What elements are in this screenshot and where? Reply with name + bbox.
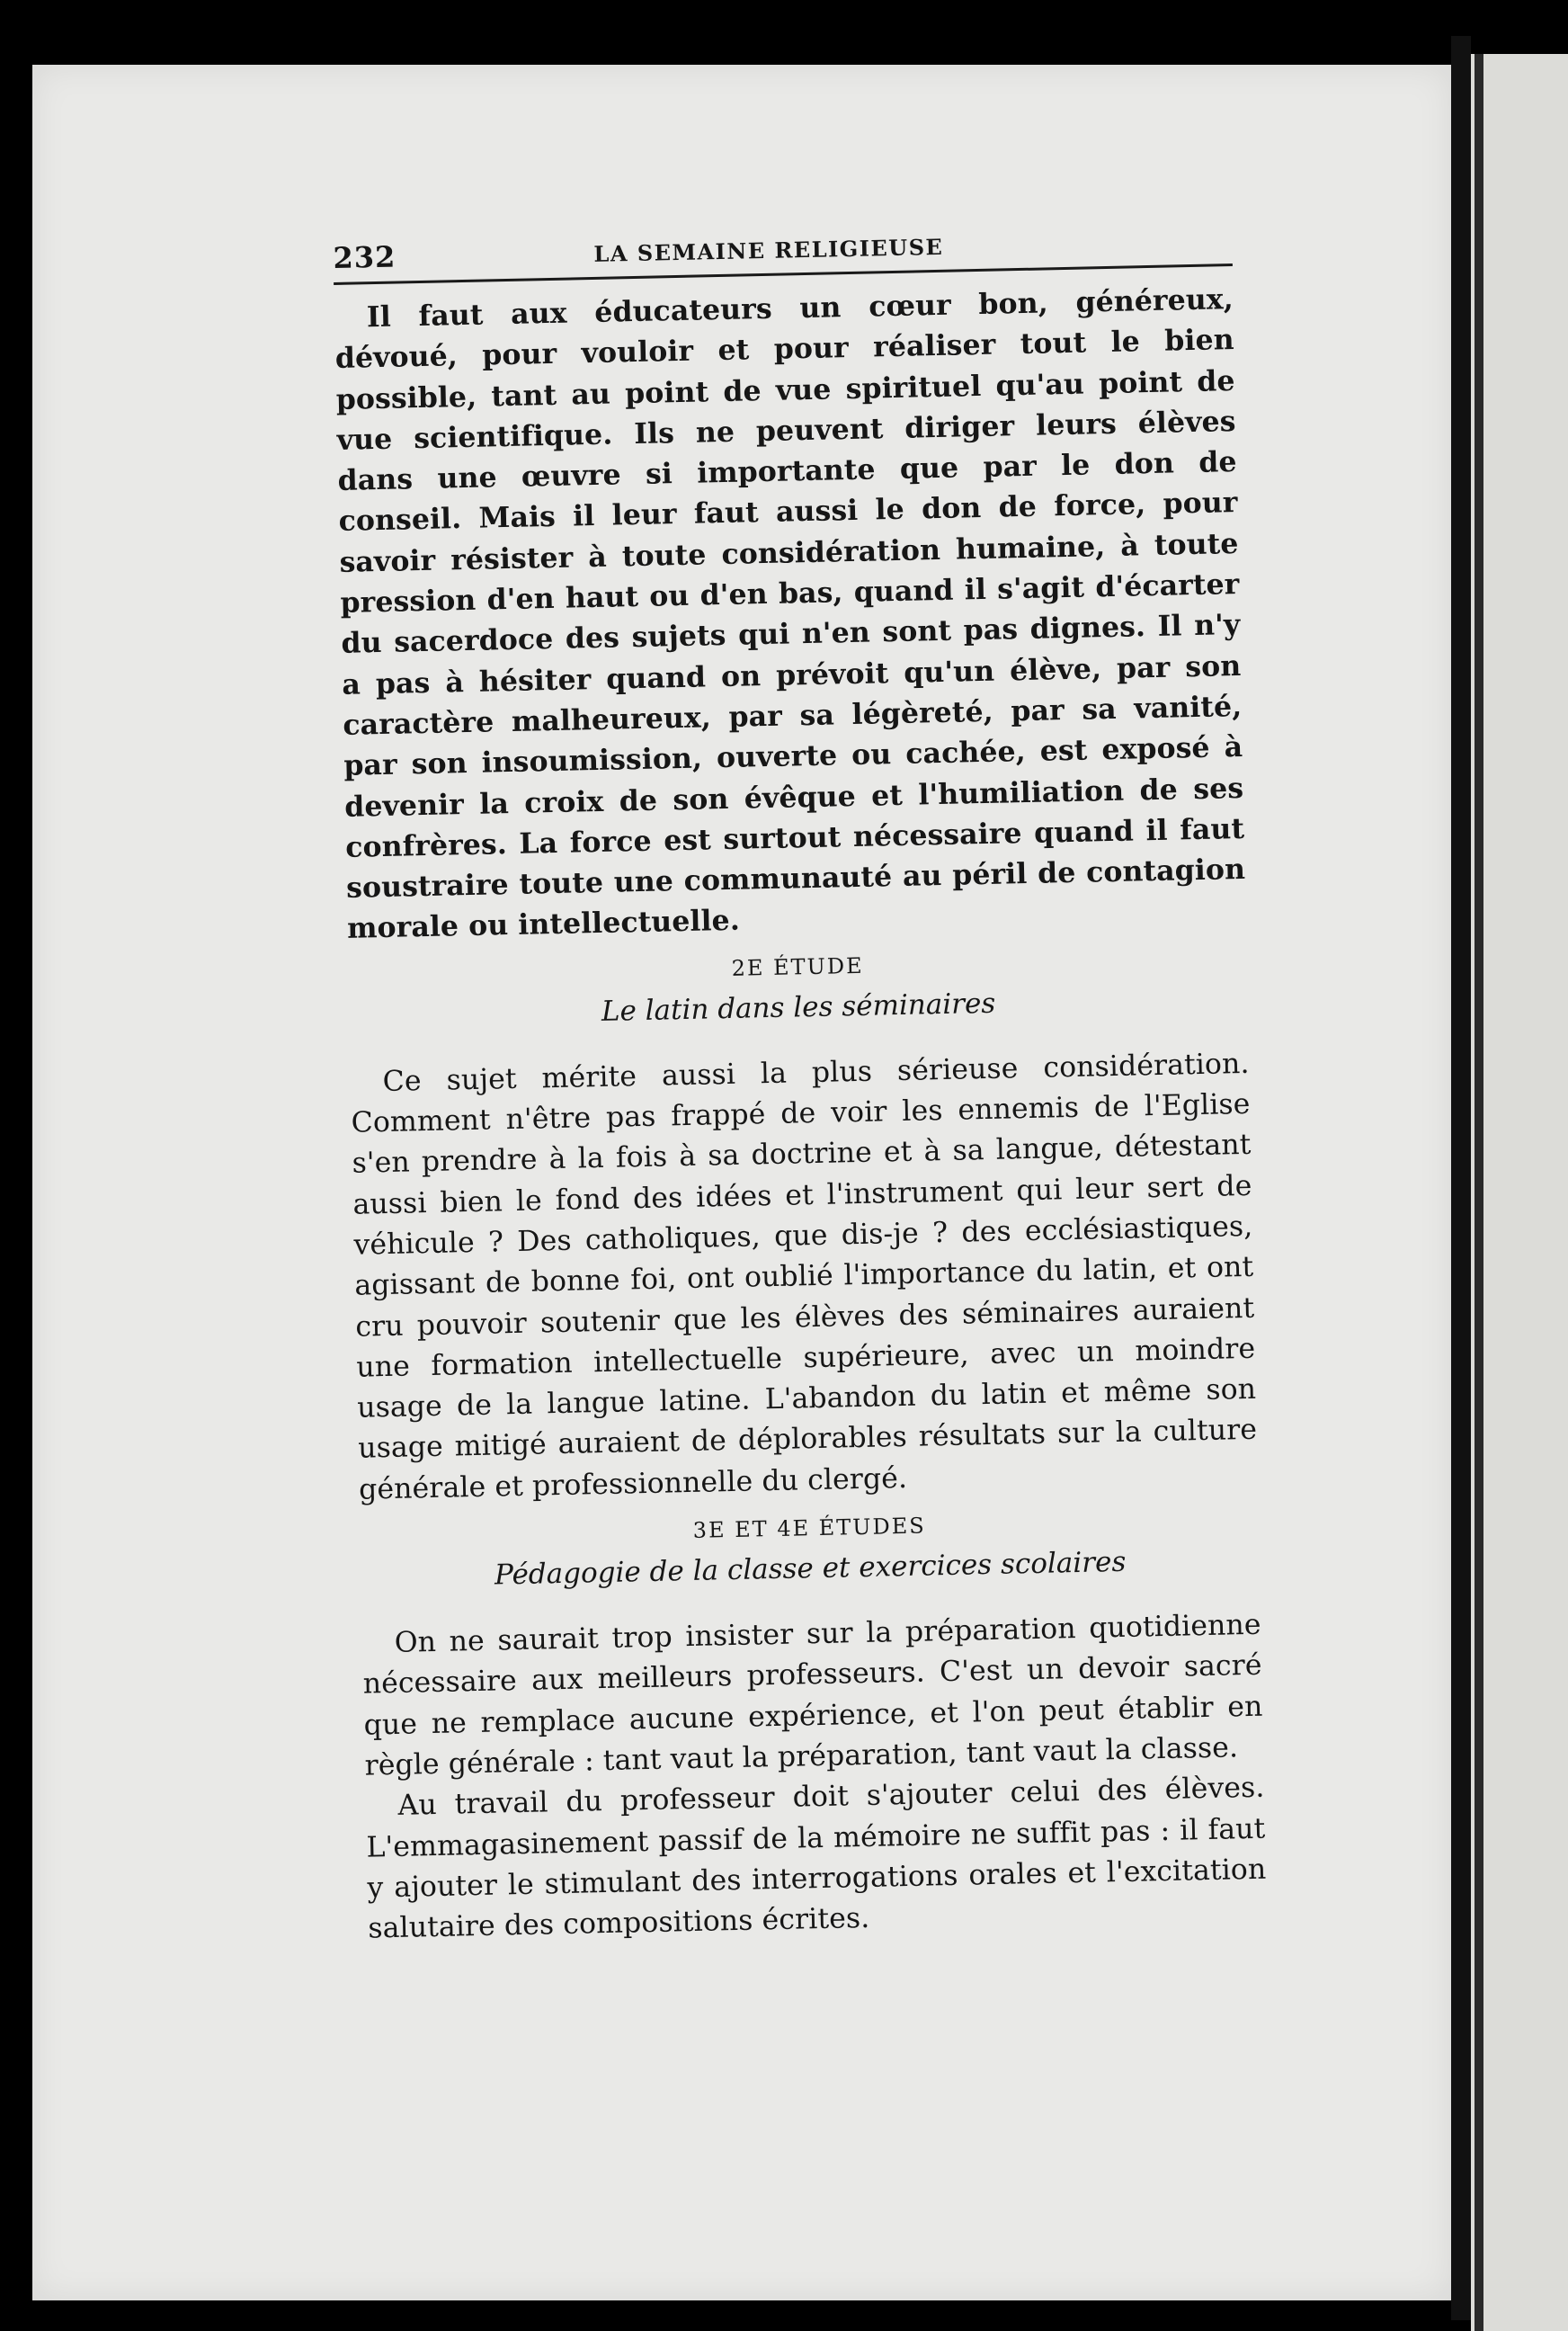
page-number: 232 [333, 239, 396, 275]
adjacent-page-edge [1471, 54, 1568, 2331]
section-heading-3e-4e-etudes: 3E ET 4E ÉTUDES [692, 1513, 926, 1543]
running-title: LA SEMAINE RELIGIEUSE [593, 233, 944, 267]
section-title-pedagogie: Pédagogie de la classe et exercices scolaires [494, 1545, 1127, 1592]
paragraph-preparation: On ne saurait trop insister sur la préparation quotidienne nécessaire aux meilleurs professeurs. C'est un devoir sacré que ne remplace aucune expérience, et l'on peut établir en règle générale : tant vaut la préparation, tant vaut la classe. [362, 1608, 1263, 1782]
paragraph-educateurs: Il faut aux éducateurs un cœur bon, généreux, dévoué, pour vouloir et pour réaliser tout le bien possible, tant au point de vue spirituel qu'au point de vue scientifique. Ils ne peuvent diriger leurs élèves dans une œuvre si importante que par le don de conseil. Mais il leur faut aussi le don de force, pour savoir résister à toute considération humaine, à toute pression d'en haut ou d'en bas, quand il s'agit d'écarter du sacerdoce des sujets qui n'en sont pas dignes. Il n'y a pas à hésiter quand on prévoit qu'un élève, par son caractère malheureux, par sa légèreté, par sa vanité, par son insoumission, ouverte ou cachée, est exposé à devenir la croix de son évêque et l'humiliation de ses confrères. La force est surtout nécessaire quand il faut soustraire toute une communauté au péril de contagion morale ou intellectuelle. [334, 282, 1246, 946]
section-title-latin: Le latin dans les séminaires [601, 987, 996, 1028]
page-content [333, 217, 1268, 1950]
adjacent-page-border [1474, 54, 1483, 2331]
page-gutter-shadow [1451, 36, 1471, 2320]
section-heading-2e-etude: 2E ÉTUDE [731, 952, 864, 981]
paragraph-latin: Ce sujet mérite aussi la plus sérieuse considération. Comment n'être pas frappé de voir les ennemis de l'Eglise s'en prendre à la fois à sa doctrine et à sa langue, détestant aussi bien le fond des idées et l'instrument qui leur sert de véhicule ? Des catholiques, que dis-je ? des ecclésiastiques, agissant de bonne foi, ont oublié l'importance du latin, et ont cru pouvoir soutenir que les élèves des séminaires auraient une formation intellectuelle supérieure, avec un moindre usage de la langue latine. L'abandon du latin et même son usage mitigé auraient de déplorables résultats sur la culture générale et professionnelle du clergé. [351, 1047, 1258, 1506]
paragraph-travail-eleves: Au travail du professeur doit s'ajouter celui des élèves. L'emmagasinement passif de la mémoire ne suffit pas : il faut y ajouter le stimulant des interrogations orales et l'excitation salutaire des compositions écrites. [366, 1771, 1267, 1945]
